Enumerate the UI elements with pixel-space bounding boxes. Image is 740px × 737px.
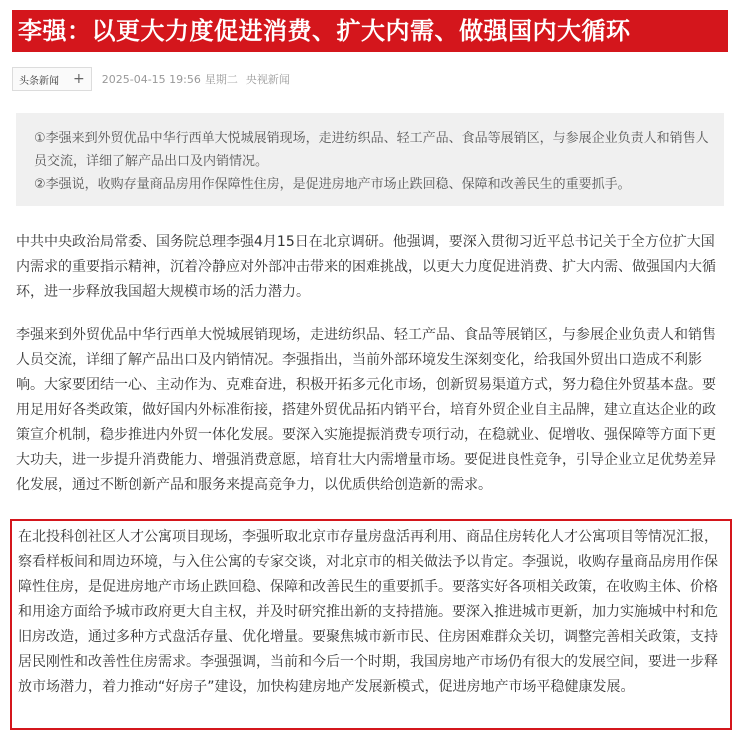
summary-box [16, 113, 724, 206]
summary-point-1: ①李强来到外贸优品中华行西单大悦城展销现场，走进纺织品、轻工产品、食品等展销区，与参展企业负责人和销售人员交流，详细了解产品出口及内销情况。 [34, 131, 709, 169]
highlighted-paragraph-box [10, 519, 732, 730]
follow-plus-icon[interactable]: + [73, 71, 85, 87]
summary-point-2: ②李强说，收购存量商品房用作保障性住房，是促进房地产市场止跌回稳、保障和改善民生的重要抓手。 [34, 177, 631, 192]
publish-date: 2025-04-15 19:56 [101, 72, 201, 86]
body-paragraph-2: 李强来到外贸优品中华行西单大悦城展销现场，走进纺织品、轻工产品、食品等展销区，与参展企业负责人和销售人员交流，详细了解产品出口及内销情况。李强指出，当前外部环境发生深刻变化，给我国外贸出口造成不利影响。大家要团结一心、主动作为、克难奋进，积极开拓多元化市场，创新贸易渠道方式，努力稳住外贸基本盘。要用足用好各类政策，做好国内外标准衔接，搭建外贸优品拓内销平台，培育外贸企业自主品牌，建立直达企业的政策宣介机制，稳步推进内外贸一体化发展。要深入实施提振消费专项行动，在稳就业、促增收、强保障等方面下更大功夫，进一步提升消费能力、增强消费意愿，培育壮大内需增量市场。要促进良性竞争，引导企业立足优势差异化发展，通过不断创新产品和服务来提高竞争力，以优质供给创造新的需求。 [16, 327, 716, 493]
publish-weekday: 星期二 [204, 73, 238, 86]
article-source: 央视新闻 [245, 73, 290, 86]
body-paragraph-1: 中共中央政治局常委、国务院总理李强4月15日在北京调研。他强调，要深入贯彻习近平总书记关于全方位扩大国内需求的重要指示精神，沉着冷静应对外部冲击带来的困难挑战，以更大力度促进消费、扩大内需、做强国内大循环，进一步释放我国超大规模市场的活力潜力。 [16, 234, 716, 300]
article-headline: 李强：以更大力度促进消费、扩大内需、做强国内大循环 [12, 10, 728, 52]
source-name: 头条新闻 [19, 75, 59, 87]
highlighted-paragraph: 在北投科创社区人才公寓项目现场，李强听取北京市存量房盘活再利用、商品住房转化人才公寓项目等情况汇报，察看样板间和周边环境，与入住公寓的专家交谈，对北京市的相关做法予以肯定。李强说，收购存量商品房用作保障性住房，是促进房地产市场止跌回稳、保障和改善民生的重要抓手。要落实好各项相关政策，在收购主体、价格和用途方面给予城市政府更大自主权，并及时研究推出新的支持措施。要深入推进城市更新，加力实施城中村和危旧房改造，通过多种方式盘活存量、优化增量。要聚焦城市新市民、住房困难群众关切，调整完善相关政策，支持居民刚性和改善性住房需求。李强强调，当前和今后一个时期，我国房地产市场仍有很大的发展空间，要进一步释放市场潜力，着力推动“好房子”建设，加快构建房地产发展新模式，促进房地产市场平稳健康发展。 [18, 529, 718, 695]
article-meta [12, 66, 290, 92]
source-badge[interactable] [12, 67, 92, 91]
